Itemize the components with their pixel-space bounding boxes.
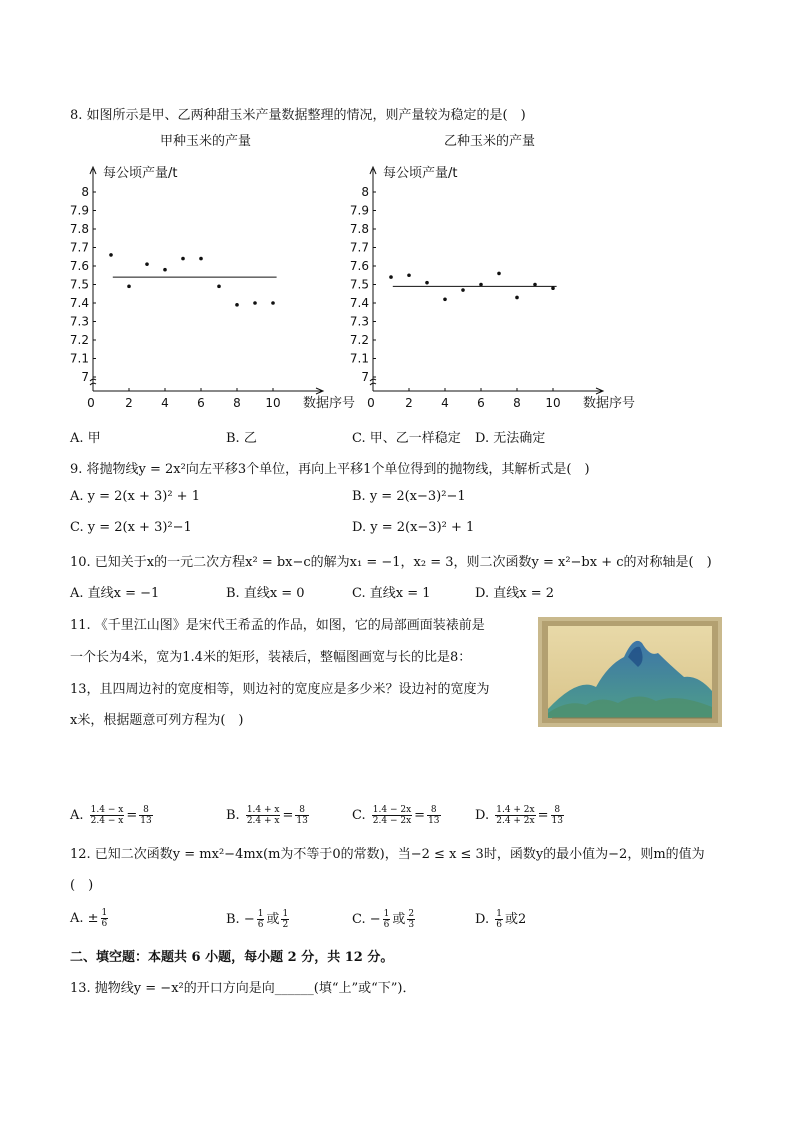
q11-a-den: 2.4 − x — [90, 816, 124, 826]
landscape-painting-image — [538, 617, 722, 727]
data-point — [271, 301, 275, 305]
q12-a-frac — [101, 908, 109, 929]
y-axis-label: 每公顷产量/t — [103, 166, 178, 181]
q12-stem: 12. 已知二次函数y = mx²−4mx(m为不等于0的常数)，当−2 ≤ x ≤ 3时，函数y的最小值为−2，则m的值为 — [70, 847, 705, 862]
q11-d-rhs-num: 8 — [551, 805, 564, 816]
q11-line-4: x米，根据题意可列方程为( ) — [70, 713, 244, 728]
chart-title-jia: 甲种玉米的产量 — [160, 134, 252, 149]
q8-option-a[interactable]: A. 甲 — [70, 431, 101, 446]
y-tick-label: 7.5 — [69, 277, 89, 292]
q11-b-den: 2.4 + x — [246, 816, 280, 826]
q12-d-frac-num: 1 — [496, 909, 502, 919]
q11-a-rhs-fraction — [139, 805, 152, 826]
q12-c-prefix: C. − — [352, 912, 381, 927]
section-2-heading: 二、填空题：本题共 6 小题，每小题 2 分，共 12 分。 — [70, 950, 394, 965]
q11-d-num: 1.4 + 2x — [496, 805, 535, 815]
q10-option-c[interactable]: C. 直线x = 1 — [352, 586, 431, 601]
y-tick-label: 7.8 — [69, 222, 89, 236]
q10-option-d[interactable]: D. 直线x = 2 — [475, 586, 554, 601]
q10-option-b[interactable]: B. 直线x = 0 — [226, 586, 305, 601]
data-point — [443, 298, 447, 302]
q12-c-frac-1-num: 1 — [383, 909, 390, 919]
x-tick-label: 8 — [233, 396, 241, 410]
x-tick-label: 2 — [125, 396, 133, 410]
data-point — [235, 303, 239, 307]
x-tick-label: 4 — [161, 396, 169, 410]
q11-c-rhs-fraction — [427, 805, 440, 826]
q11-d-label: D. — [475, 808, 490, 823]
q12-b-frac-2-den: 2 — [282, 920, 289, 930]
y-tick-label: 7.5 — [349, 277, 369, 292]
chart-title-yi: 乙种玉米的产量 — [444, 134, 536, 149]
q11-b-rhs-fraction — [295, 805, 308, 826]
data-point — [127, 285, 131, 289]
q8-option-c[interactable]: C. 甲、乙一样稳定 — [352, 431, 461, 446]
q13-stem: 13. 抛物线y = −x²的开口方向是向______(填“上”或“下”)． — [70, 981, 416, 996]
y-tick-label: 7 — [81, 370, 89, 384]
q11-a-rhs-den: 13 — [140, 816, 152, 826]
q12-b-frac-1-num: 1 — [257, 909, 264, 919]
q11-d-den: 2.4 + 2x — [496, 816, 535, 826]
data-point — [479, 283, 483, 287]
data-point — [461, 288, 465, 292]
q11-c-rhs-den: 13 — [428, 816, 440, 826]
data-point — [109, 253, 113, 257]
q11-b-lhs-fraction — [246, 805, 281, 826]
q12-d-frac-den: 6 — [496, 920, 502, 930]
y-tick-label: 7.1 — [69, 351, 89, 366]
q8-option-d[interactable]: D. 无法确定 — [475, 431, 546, 446]
q10-option-a[interactable]: A. 直线x = −1 — [70, 586, 160, 601]
q11-a-num: 1.4 − x — [90, 805, 124, 815]
q12-a-frac-num: 1 — [101, 908, 108, 918]
q12-stem-cont: ( ) — [70, 878, 94, 893]
q11-c-rhs-num: 8 — [427, 805, 440, 816]
q12-b-prefix: B. − — [226, 912, 255, 927]
q11-d-rhs-den: 13 — [551, 816, 563, 826]
x-tick-label: 10 — [265, 396, 281, 410]
y-tick-label: 8 — [81, 185, 89, 199]
data-point — [425, 281, 429, 285]
q9-option-c[interactable]: C. y = 2(x + 3)²−1 — [70, 520, 192, 535]
y-tick-label: 7 — [361, 370, 369, 384]
q12-b-frac-1 — [257, 909, 265, 930]
data-point — [407, 273, 411, 277]
q11-b-rhs-den: 13 — [296, 816, 308, 826]
q9-stem: 9. 将抛物线y = 2x²向左平移3个单位，再向上平移1个单位得到的抛物线，其解析式是( ) — [70, 462, 590, 477]
y-tick-label: 7.3 — [349, 314, 369, 329]
q11-d-lhs-fraction — [495, 805, 535, 826]
y-tick-label: 8 — [361, 185, 369, 199]
y-tick-label: 7.7 — [69, 240, 89, 255]
y-tick-label: 7.4 — [69, 296, 89, 310]
y-tick-label: 7.3 — [69, 314, 89, 329]
q11-option-a[interactable]: A. $\frac{1.4 - x}{2.4 - x}$ = $\frac{8}{13}$ — [70, 805, 152, 826]
q12-option-d[interactable] — [475, 908, 526, 930]
q12-b-frac-2 — [281, 909, 289, 930]
q11-b-label: B. — [226, 808, 240, 823]
x-tick-label: 0 — [367, 396, 375, 410]
x-axis-label: 数据序号 — [303, 396, 356, 411]
data-point — [163, 268, 167, 272]
q9-option-a[interactable]: A. y = 2(x + 3)² + 1 — [70, 489, 200, 504]
q12-b-frac-2-num: 1 — [282, 909, 289, 919]
q12-c-frac-2 — [407, 909, 415, 930]
q11-c-num: 1.4 − 2x — [372, 805, 412, 815]
x-tick-label: 10 — [545, 396, 561, 410]
q12-c-or: 或 — [392, 912, 406, 927]
y-tick-label: 7.1 — [349, 351, 369, 366]
data-point — [145, 262, 149, 266]
q11-line-1: 11. 《千里江山图》是宋代王希孟的作品，如图，它的局部画面装裱前是 — [70, 618, 485, 633]
y-tick-label: 7.9 — [69, 203, 89, 218]
q12-a-prefix: A. ± — [70, 911, 99, 926]
data-point — [533, 283, 537, 287]
q12-b-or: 或 — [266, 912, 280, 927]
x-tick-label: 2 — [405, 396, 413, 410]
q11-option-c[interactable]: C. $\frac{1.4 - 2x}{2.4 - 2x}$ = $\frac{8}{13}$ — [352, 805, 440, 826]
y-tick-label: 7.8 — [349, 222, 369, 236]
q11-c-den: 2.4 − 2x — [372, 816, 412, 826]
q12-c-frac-1-den: 6 — [383, 920, 390, 930]
chart-yi — [340, 155, 660, 415]
x-tick-label: 6 — [477, 396, 485, 410]
data-point — [253, 301, 257, 305]
q10-stem: 10. 已知关于x的一元二次方程x² = bx−c的解为x₁ = −1，x₂ = 3，则二次函数y = x²−bx + c的对称轴是( ) — [70, 555, 712, 570]
y-tick-label: 7.6 — [349, 259, 369, 273]
x-tick-label: 0 — [87, 396, 95, 410]
q11-c-label: C. — [352, 808, 366, 823]
q11-b-rhs-num: 8 — [295, 805, 308, 816]
q12-option-a[interactable] — [70, 908, 110, 929]
data-point — [497, 272, 501, 276]
q9-option-b[interactable]: B. y = 2(x−3)²−1 — [352, 489, 466, 504]
q12-c-frac-2-num: 2 — [408, 909, 415, 919]
y-tick-label: 7.2 — [349, 333, 369, 347]
q12-c-frac-1 — [383, 909, 391, 930]
y-tick-label: 7.6 — [69, 259, 89, 273]
q12-c-frac-2-den: 3 — [408, 920, 415, 930]
q11-b-num: 1.4 + x — [246, 805, 280, 815]
q12-d-tail: 或2 — [504, 912, 527, 927]
x-axis-label: 数据序号 — [583, 396, 636, 411]
q11-c-lhs-fraction — [372, 805, 412, 826]
x-tick-label: 4 — [441, 396, 449, 410]
q12-d-frac — [495, 909, 503, 930]
q8-option-b[interactable]: B. 乙 — [226, 431, 257, 446]
x-tick-label: 8 — [513, 396, 521, 410]
data-point — [389, 275, 393, 279]
y-tick-label: 7.2 — [69, 333, 89, 347]
y-tick-label: 7.9 — [349, 203, 369, 218]
data-point — [551, 286, 555, 290]
q12-option-b[interactable] — [226, 908, 291, 930]
q12-option-c[interactable] — [352, 908, 417, 930]
q11-option-d[interactable]: D. $\frac{1.4 + 2x}{2.4 + 2x}$ = $\frac{8}{13}$ — [475, 805, 563, 826]
q12-a-frac-den: 6 — [101, 919, 108, 929]
data-point — [515, 296, 519, 300]
y-tick-label: 7.7 — [349, 240, 369, 255]
q12-b-frac-1-den: 6 — [257, 920, 264, 930]
q12-d-prefix: D. — [475, 912, 494, 927]
q11-line-2: 一个长为4米，宽为1.4米的矩形，装裱后，整幅图画宽与长的比是8： — [70, 650, 472, 665]
q11-a-label: A. — [70, 808, 84, 823]
q11-d-rhs-fraction — [551, 805, 564, 826]
y-tick-label: 7.4 — [349, 296, 369, 310]
chart-jia — [60, 155, 360, 415]
data-point — [199, 257, 203, 261]
data-point — [217, 285, 221, 289]
q11-a-lhs-fraction — [90, 805, 125, 826]
q8-stem: 8. 如图所示是甲、乙两种甜玉米产量数据整理的情况，则产量较为稳定的是( ) — [70, 108, 526, 123]
q9-option-d[interactable]: D. y = 2(x−3)² + 1 — [352, 520, 475, 535]
x-tick-label: 6 — [197, 396, 205, 410]
q11-option-b[interactable]: B. $\frac{1.4 + x}{2.4 + x}$ = $\frac{8}{13}$ — [226, 805, 308, 826]
data-point — [181, 257, 185, 261]
q11-line-3: 13，且四周边衬的宽度相等，则边衬的宽度应是多少米？设边衬的宽度为 — [70, 682, 490, 697]
q11-a-rhs-num: 8 — [139, 805, 152, 816]
y-axis-label: 每公顷产量/t — [383, 166, 458, 181]
